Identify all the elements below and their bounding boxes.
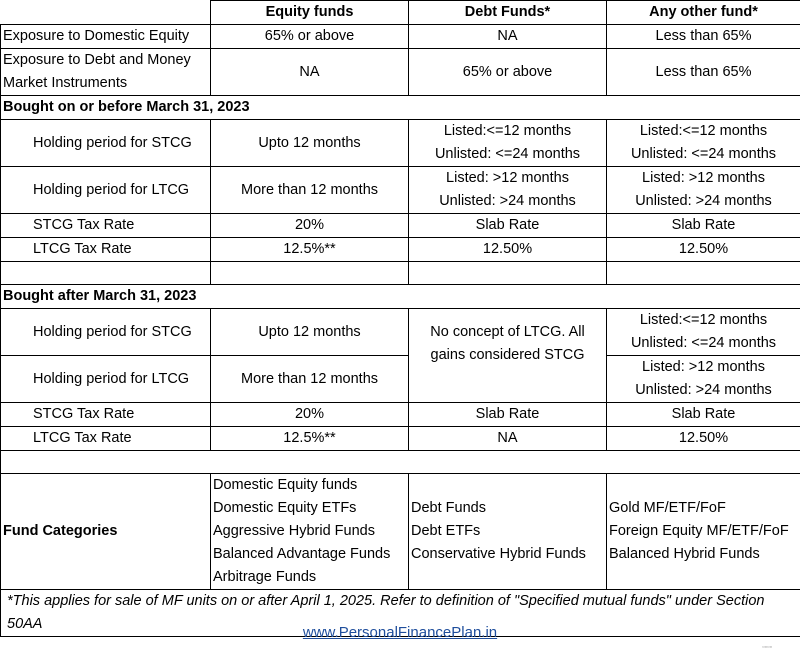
header-debt-funds: Debt Funds* [409, 1, 607, 25]
cell-other [607, 120, 800, 167]
cell-debt: NA [409, 25, 607, 49]
cell-debt [409, 120, 607, 167]
cell-other: 12.50% [607, 238, 800, 262]
cell-equity: NA [211, 49, 409, 96]
website-link[interactable]: www.PersonalFinancePlan.in [302, 624, 498, 641]
label-line: Exposure to Debt and Money [3, 52, 191, 68]
category-item: Aggressive Hybrid Funds [213, 523, 375, 539]
cell-other: Less than 65% [607, 49, 800, 96]
cell-equity: 65% or above [211, 25, 409, 49]
footnote: *This applies for sale of MF units on or after April 1, 2025. Refer to definition of "Specified mutual funds" under Section 50AA [1, 590, 800, 637]
cell-debt: Slab Rate [409, 403, 607, 427]
section1-stcg-rate-row [1, 214, 800, 238]
cell-other [607, 167, 800, 214]
row-label: Exposure to Domestic Equity [1, 25, 211, 49]
header-equity-funds: Equity funds [211, 1, 409, 25]
empty-cell [607, 262, 800, 285]
category-item: Balanced Advantage Funds [213, 546, 391, 562]
cell-equity: 12.5%** [211, 238, 409, 262]
category-item: Gold MF/ETF/FoF [609, 500, 726, 516]
cell-debt [409, 167, 607, 214]
cell-other: Slab Rate [607, 403, 800, 427]
exposure-debt-row [1, 49, 800, 96]
row-label: Holding period for STCG [1, 309, 211, 356]
cell-line: Listed: >12 months [446, 170, 569, 186]
empty-cell [211, 262, 409, 285]
cell-line: Unlisted: >24 months [439, 193, 576, 209]
cell-line: Unlisted: <=24 months [434, 146, 581, 162]
other-categories [607, 474, 800, 590]
cell-other [607, 309, 800, 356]
spacer-row [1, 262, 800, 285]
cell-debt: 65% or above [409, 49, 607, 96]
header-row [1, 1, 800, 25]
row-label: Holding period for STCG [1, 120, 211, 167]
section1-ltcg-period-row [1, 167, 800, 214]
cell-line: Unlisted: >24 months [635, 382, 772, 398]
debt-categories [409, 474, 607, 590]
cell-equity: 20% [211, 403, 409, 427]
section1-title-row [1, 96, 800, 120]
cell-line: Listed:<=12 months [443, 123, 572, 139]
section2-title-row [1, 285, 800, 309]
cell-other: Slab Rate [607, 214, 800, 238]
cell-line: Unlisted: >24 months [635, 193, 772, 209]
cell-line: No concept of LTCG. All [430, 324, 585, 340]
cell-line: Unlisted: <=24 months [630, 335, 777, 351]
section1-ltcg-rate-row [1, 238, 800, 262]
cell-equity: More than 12 months [211, 167, 409, 214]
watermark-icon: ▫▫▫▫ [762, 644, 772, 651]
category-item: Debt ETFs [411, 523, 481, 539]
section2-ltcg-period-row [1, 356, 800, 403]
empty-cell [1, 262, 211, 285]
category-item: Balanced Hybrid Funds [609, 546, 760, 562]
cell-debt: Slab Rate [409, 214, 607, 238]
fund-categories-label: Fund Categories [1, 474, 211, 590]
cell-line: Unlisted: <=24 months [630, 146, 777, 162]
category-item: Conservative Hybrid Funds [411, 546, 586, 562]
category-item: Arbitrage Funds [213, 569, 317, 585]
cell-debt: 12.50% [409, 238, 607, 262]
cell-line: Listed: >12 months [642, 170, 765, 186]
cell-debt-merged [409, 309, 607, 403]
row-label [1, 49, 211, 96]
row-label: LTCG Tax Rate [1, 238, 211, 262]
row-label: Holding period for LTCG [1, 356, 211, 403]
category-item: Domestic Equity funds [213, 477, 358, 493]
category-item: Domestic Equity ETFs [213, 500, 357, 516]
cell-equity: Upto 12 months [211, 309, 409, 356]
header-other-fund: Any other fund* [607, 1, 800, 25]
category-item: Foreign Equity MF/ETF/FoF [609, 523, 789, 539]
fund-categories-row [1, 474, 800, 590]
row-label: LTCG Tax Rate [1, 427, 211, 451]
cell-debt: NA [409, 427, 607, 451]
empty-cell [409, 262, 607, 285]
label-line: Market Instruments [3, 75, 128, 91]
exposure-equity-row [1, 25, 800, 49]
spacer-row [1, 451, 800, 474]
cell-other: 12.50% [607, 427, 800, 451]
equity-categories [211, 474, 409, 590]
cell-equity: 20% [211, 214, 409, 238]
cell-other [607, 356, 800, 403]
cell-line: Listed: >12 months [642, 359, 765, 375]
section1-title: Bought on or before March 31, 2023 [1, 96, 800, 120]
section2-stcg-period-row [1, 309, 800, 356]
section2-ltcg-rate-row [1, 427, 800, 451]
row-label: STCG Tax Rate [1, 214, 211, 238]
row-label: Holding period for LTCG [1, 167, 211, 214]
cell-equity: More than 12 months [211, 356, 409, 403]
section1-stcg-period-row [1, 120, 800, 167]
cell-other: Less than 65% [607, 25, 800, 49]
cell-line: Listed:<=12 months [639, 123, 768, 139]
section2-title: Bought after March 31, 2023 [1, 285, 800, 309]
row-label: STCG Tax Rate [1, 403, 211, 427]
cell-equity: Upto 12 months [211, 120, 409, 167]
section2-stcg-rate-row [1, 403, 800, 427]
empty-cell [1, 451, 800, 474]
cell-line: Listed:<=12 months [639, 312, 768, 328]
category-item: Debt Funds [411, 500, 486, 516]
header-blank-cell [1, 1, 211, 25]
cell-equity: 12.5%** [211, 427, 409, 451]
cell-line: gains considered STCG [430, 347, 585, 363]
